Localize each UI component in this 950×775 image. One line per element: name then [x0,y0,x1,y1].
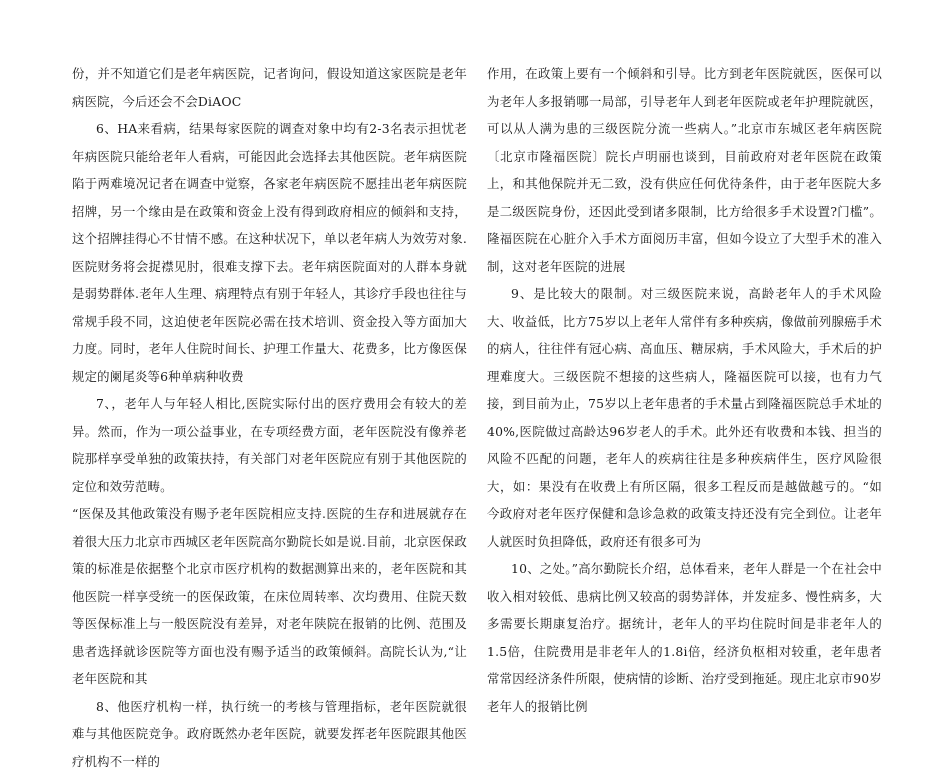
paragraph-quote: “医保及其他政策没有赐予老年医院相应支持.医院的生存和进展就存在着很大压力北京市西城区老年医院高尔勤院长如是说.目前，北京医保政策的标准是依据整个北京市医疗机构的数据测算出来的，老年医院和其他医院一样享受统一的医保政策，在床位周转率、次均费用、住院天数等医保标准上与一般医院没有差异，对老年陕院在报销的比例、范围及患者选择就诊医院等方面也没有赐予适当的政策倾斜。高院长认为,“让老年医院和其 [72,500,467,693]
left-column [72,60,467,775]
paragraph-9: 9、是比较大的限制。对三级医院来说，高龄老年人的手术风险大、收益低，比方75岁以上老年人常伴有多种疾病，像做前列腺癌手术的病人，往往伴有冠心病、高血压、糖尿病，手术风险大，手术后的护理难度大。三级医院不想接的这些病人，隆福医院可以接，也有力气接，到目前为止，75岁以上老年患者的手术量占到隆福医院总手术址的40%,医院做过高龄达96岁老人的手术。此外还有收费和本钱、担当的风险不匹配的问题，老年人的疾病往往是多种疾病伴生，医疗风险很大，如：果没有在收费上有所区隔，很多工程反而是越做越亏的。“如今政府对老年医疗保健和急诊急救的政策支持还没有完全到位。让老年人就医时负担降低，政府还有很多可为 [487,280,882,555]
paragraph-1: 份，并不知道它们是老年病医院，记者询问，假设知道这家医院是老年病医院，今后还会不会DiAOC [72,60,467,115]
paragraph-10: 10、之处。”高尔勤院长介绍，总体看来，老年人群是一个在社会中收入相对较低、患病比例又较高的弱势詳体，并发症多、慢性病多，大多需要长期康复治疗。据统计，老年人的平均住院时间是非老年人的1.5倍，住院费用是非老年人的1.8i倍，经济负枢相对较重，老年患者常常因经济条件所限，使病情的诊断、治疗受到拖延。现庄北京市90岁老年人的报销比例 [487,555,882,720]
right-column [487,60,882,720]
paragraph-6: 6、HA来看病，结果每家医院的调查对象中均有2-3名表示担忧老年病医院只能给老年人看病，可能因此会选择去其他医院。老年病医院陷于两难境况记者在调查中觉察，各家老年病医院不愿挂出老年病医院招牌，另一个缘由是在政策和资金上没有得到政府相应的倾斜和支持，这个招牌挂得心不甘情不感。在这种状况下，单以老年病人为效劳对象.医院财务将会捉襟见肘，很难支撑下去。老年病医院面对的人群本身就是弱势群体.老年人生理、病理特点有别于年轻人，其诊疗手段也往往与常规手段不同，这迫使老年医院必需在技术培训、资金投入等方面加大力度。同时，老年人住院时间长、护理工作量大、花费多，比方像医保规定的阑尾炎等6种单病种收费 [72,115,467,390]
paragraph-8: 8、他医疗机构一样，执行统一的考核与管理指标，老年医院就很难与其他医院竞争。政府既然办老年医院，就要发挥老年医院跟其他医疗机构不一样的 [72,693,467,775]
paragraph-7: 7、，老年人与年轻人相比,医院实际付出的医疗费用会有较大的差异。然而，作为一项公益事业，在专项经费方面，老年医院没有像养老院那样享受单独的政策扶持，有关部门对老年医院应有别于其他医院的定位和效劳范畴。 [72,390,467,500]
paragraph-continued: 作用，在政策上要有一个倾斜和引导。比方到老年医院就医，医保可以为老年人多报销哪一局部，引导老年人到老年医院或老年护理院就医，可以从人满为患的三级医院分流一些病人。”北京市东城区老年病医院〔北京市隆福医院〕院长卢明丽也谈到，目前政府对老年医院在政策上，和其他保院并无二致，没有供应任何优待条件，由于老年医院大多是二级医院身份，还因此受到诸多限制，比方给很多手术设置?门槛”。隆福医院在心脏介入手术方面阅历丰富，但如今设立了大型手术的准入制，这对老年医院的进展 [487,60,882,280]
